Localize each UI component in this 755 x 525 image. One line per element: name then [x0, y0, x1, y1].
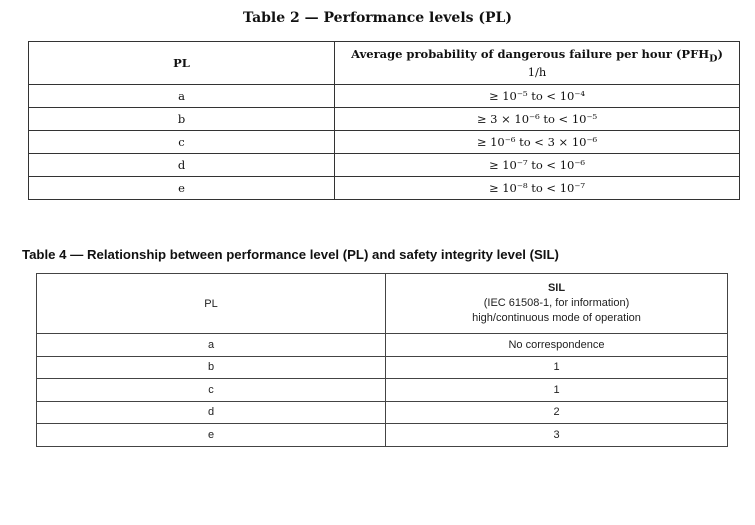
table4-caption: Table 4 — Relationship between performance level (PL) and safety integrity level (SIL): [22, 247, 559, 262]
sil-cell: 1: [386, 356, 728, 379]
pl-cell: c: [29, 131, 335, 154]
sil-cell: No correspondence: [386, 334, 728, 357]
pfh-close-paren: ): [717, 47, 723, 62]
sil-header-mode: high/continuous mode of operation: [472, 312, 641, 324]
pl-cell: b: [29, 108, 335, 131]
pl-cell: a: [29, 85, 335, 108]
pl-cell: e: [29, 177, 335, 200]
pl-cell: d: [37, 401, 386, 424]
pl-sil-relationship-table: [36, 273, 728, 447]
table-row: [37, 356, 728, 379]
table-row: [37, 401, 728, 424]
sil-header-title: SIL: [547, 282, 566, 294]
table4-header-row: [37, 274, 728, 334]
table-row: [29, 154, 740, 177]
table4-header-pl: PL: [37, 274, 386, 334]
pl-cell: c: [37, 379, 386, 402]
pfh-header-label: [335, 47, 739, 64]
pl-cell: d: [29, 154, 335, 177]
pfh-cell: ≥ 10⁻⁸ to < 10⁻⁷: [335, 177, 740, 200]
sil-header-reference: (IEC 61508-1, for information): [483, 297, 630, 309]
sil-cell: 3: [386, 424, 728, 447]
table2-header-pl: PL: [29, 42, 335, 85]
pl-cell: e: [37, 424, 386, 447]
sil-cell: 2: [386, 401, 728, 424]
pfh-cell: ≥ 3 × 10⁻⁶ to < 10⁻⁵: [335, 108, 740, 131]
table-row: [29, 85, 740, 108]
pl-cell: b: [37, 356, 386, 379]
table2-caption: Table 2 — Performance levels (PL): [242, 10, 513, 26]
pfh-cell: ≥ 10⁻⁶ to < 3 × 10⁻⁶: [335, 131, 740, 154]
pl-cell: a: [37, 334, 386, 357]
pfh-unit: 1/h: [527, 64, 547, 79]
performance-levels-table: [28, 41, 740, 200]
table-row: [37, 424, 728, 447]
table2-header-row: [29, 42, 740, 85]
table-row: [29, 131, 740, 154]
pfh-cell: ≥ 10⁻⁵ to < 10⁻⁴: [335, 85, 740, 108]
table-row: [29, 108, 740, 131]
table-row: [29, 177, 740, 200]
pfh-cell: ≥ 10⁻⁷ to < 10⁻⁶: [335, 154, 740, 177]
table-row: [37, 334, 728, 357]
table-row: [37, 379, 728, 402]
table4-header-sil: [386, 274, 728, 334]
sil-cell: 1: [386, 379, 728, 402]
table2-header-pfh: [335, 42, 740, 85]
pfh-label-text: Average probability of dangerous failure per hour (PFH: [351, 47, 710, 62]
pfh-subscript: D: [709, 53, 718, 65]
